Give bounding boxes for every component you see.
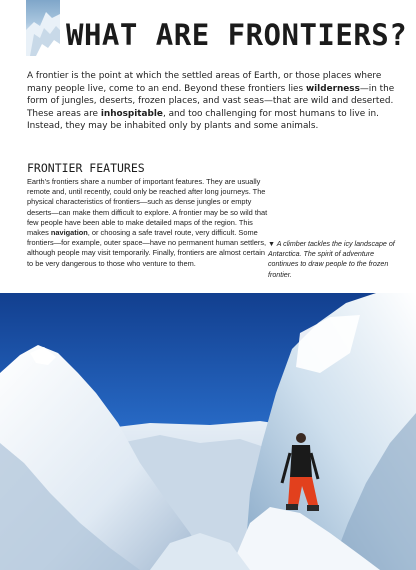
antarctica-landscape-image (0, 293, 416, 570)
section-text-1: Earth's frontiers share a number of important features. They are usually remote and, until recently, could only be reached after long journeys. The physical characteristics of frontiers—such as dense jungles or empty deserts—can make them difficult to explore. A frontier may be so wild that few people have been able to make detailed maps of the region. This makes (27, 177, 268, 238)
keyword-navigation: navigation (50, 228, 88, 238)
keyword-inhospitable: inhospitable (100, 108, 163, 119)
intro-text-3: , and too challenging for most humans to live in. Instead, they may be inhabited only by plants and some animals. (27, 108, 379, 132)
section-paragraph (27, 177, 272, 269)
glacier-thumbnail-icon (26, 0, 60, 56)
intro-paragraph (27, 70, 402, 133)
section-text-2: , or choosing a safe travel route, very difficult. Some frontiers—for example, outer space—have no permanent human settlers, although people may visit temporarily. Finally, frontiers are almost certain to be very dangerous to those who venture to them. (27, 228, 267, 268)
photo-caption: ▼ A climber tackles the icy landscape of Antarctica. The spirit of adventure continues to draw people to the frozen frontier. (268, 240, 395, 279)
glacier-thumbnail-image (26, 0, 60, 56)
page-title: WHAT ARE FRONTIERS? (66, 18, 408, 52)
section-heading: FRONTIER FEATURES (27, 161, 145, 175)
intro-text-1: A frontier is the point at which the settled areas of Earth, or those places where many people live, come to an end. Beyond these frontiers lies (27, 71, 382, 94)
keyword-wilderness: wilderness (305, 83, 360, 94)
intro-text-2: —in the form of jungles, deserts, frozen places, and vast seas—that are wild and deserted. These areas are (27, 83, 395, 119)
antarctica-climber-photo (0, 293, 416, 570)
